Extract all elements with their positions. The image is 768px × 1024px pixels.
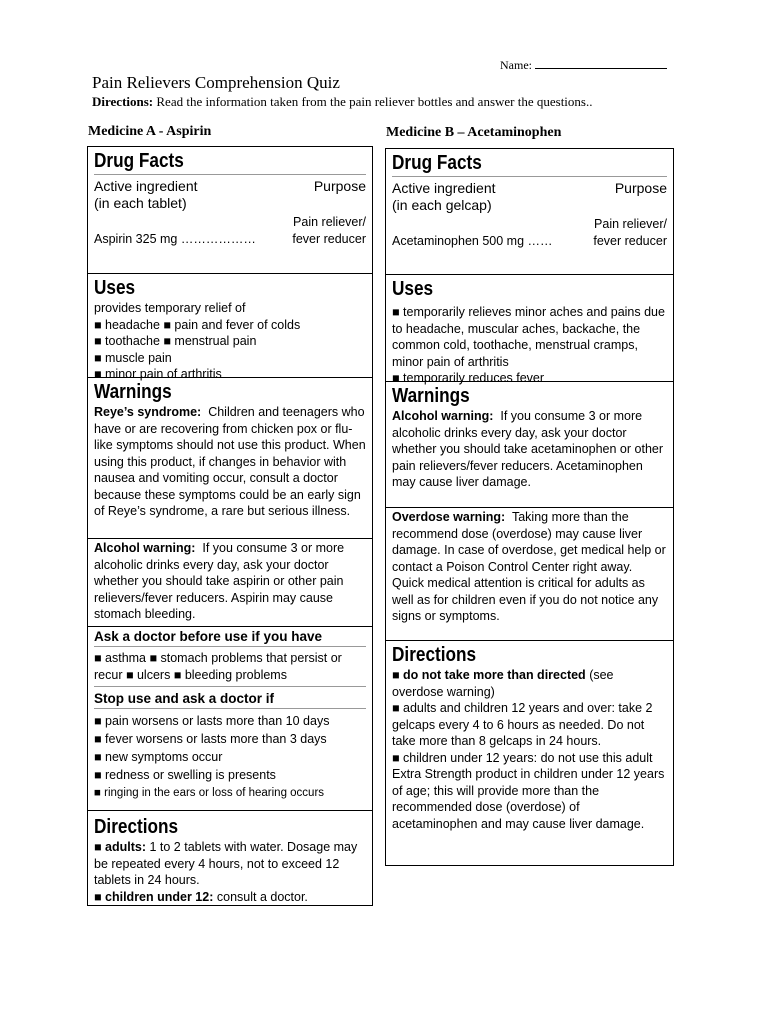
- medicine-b-drug-facts-panel: [385, 148, 674, 866]
- adults-label: ■ adults:: [94, 840, 146, 854]
- purpose-line2: fever reducer: [593, 233, 667, 248]
- reyes-warning: [94, 404, 366, 520]
- active-ingredient-label: Active ingredient: [392, 180, 496, 196]
- alcohol-text: If you consume 3 or more alcoholic drinks every day, ask your doctor whether you should take aspirin or other pain relievers/fever reducers. Aspirin may cause stomach bleeding.: [94, 541, 345, 621]
- directions-adults: [94, 839, 366, 889]
- drug-facts-title: Drug Facts: [94, 150, 184, 172]
- page-title: Pain Relievers Comprehension Quiz: [92, 73, 340, 92]
- reyes-label: Reye’s syndrome:: [94, 405, 202, 419]
- alcohol-label: Alcohol warning:: [94, 541, 196, 555]
- per-unit-label: (in each tablet): [94, 195, 187, 211]
- ingredient-row: [94, 231, 366, 248]
- overdose-label: Overdose warning:: [392, 510, 506, 524]
- purpose-label: Purpose: [614, 180, 667, 196]
- overdose-warning-section: [386, 507, 673, 640]
- uses-intro: provides temporary relief of: [94, 301, 246, 315]
- directions: [92, 94, 592, 110]
- ingredient-value: Aspirin 325 mg ………………: [94, 231, 256, 246]
- adults-text: 1 to 2 tablets with water. Dosage may be repeated every 4 hours, not to exceed 12 tablets in 24 hours.: [94, 840, 358, 887]
- directions-item: [392, 667, 667, 700]
- warnings-title: Warnings: [94, 381, 172, 403]
- drug-facts-title: Drug Facts: [392, 152, 482, 174]
- alcohol-warning: [94, 540, 366, 623]
- directions-title: Directions: [94, 816, 179, 838]
- alcohol-label: Alcohol warning:: [392, 409, 494, 423]
- warnings-title: Warnings: [392, 385, 470, 407]
- uses-section: [88, 273, 372, 381]
- directions-section: [386, 640, 673, 865]
- active-ingredient-row: [94, 178, 366, 195]
- overdose-text: Taking more than the recommend dose (overdose) may cause liver damage. In case of overdose, get medical help or contact a Poison Control Center right away. Quick medical attention is critical for adults as well as for children even if you do not notice any signs or symptoms.: [392, 510, 666, 623]
- purpose-line1: Pain reliever/: [594, 217, 667, 231]
- uses-item: ■ muscle pain: [94, 350, 172, 365]
- medicine-a-drug-facts-panel: [87, 146, 373, 906]
- drug-facts-section: [88, 147, 372, 273]
- purpose-label: Purpose: [313, 178, 366, 194]
- stop-use-item: ■ fever worsens or lasts more than 3 days: [94, 732, 327, 746]
- alcohol-warning: [392, 408, 667, 491]
- directions-label: Directions:: [92, 94, 154, 109]
- uses-item: ■ temporarily reduces fever: [392, 371, 545, 385]
- overdose-warning: [392, 509, 667, 625]
- children-text: consult a doctor.: [216, 889, 308, 904]
- stop-use-item: ■ new symptoms occur: [94, 750, 223, 764]
- stop-use-title: Stop use and ask a doctor if: [94, 691, 275, 706]
- per-unit-label: (in each gelcap): [392, 197, 492, 213]
- children-label: ■ children under 12:: [94, 889, 214, 904]
- active-ingredient-row: [392, 180, 667, 197]
- drug-facts-section: [386, 149, 673, 274]
- warnings-section: [88, 377, 372, 538]
- uses-title: Uses: [392, 278, 434, 300]
- stop-use-item: ■ redness or swelling is presents: [94, 768, 276, 782]
- uses-text: ■ temporarily relieves minor aches and pains due to headache, muscular aches, backache, the common cold, toothache, menstrual cramps, minor pain of arthritis: [392, 305, 665, 369]
- active-ingredient-label: Active ingredient: [94, 178, 198, 194]
- warnings-section: [386, 381, 673, 507]
- directions-text: Read the information taken from the pain reliever bottles and answer the questions..: [156, 94, 593, 109]
- ask-doctor-title: Ask a doctor before use if you have: [94, 629, 323, 644]
- stop-use-item: ■ pain worsens or lasts more than 10 days: [94, 714, 330, 728]
- dir1-text: (see overdose warning): [392, 668, 614, 699]
- ask-doctor-item: ■ asthma ■ stomach problems that persist or recur ■ ulcers ■ bleeding problems: [94, 651, 342, 682]
- name-label: Name:: [500, 58, 532, 72]
- directions-item: ■ children under 12 years: do not use this adult Extra Strength product in children under 12 years of age; this will provide more than the recommended dose (overdose) of acetaminophen and may cause liver damage.: [392, 750, 665, 831]
- name-blank: [535, 58, 667, 69]
- reyes-text: Children and teenagers who have or are recovering from chicken pox or flu-like symptoms should not use this product. When using this product, if changes in behavior with nausea and vomiting occur, consult a doctor because these symptoms could be an early sign of Reye’s syndrome, a rare but serious illness.: [94, 405, 366, 518]
- dir1-label: ■ do not take more than directed: [392, 668, 586, 682]
- alcohol-text: If you consume 3 or more alcoholic drinks every day, ask your doctor whether you should take acetaminophen or other pain relievers/fever reducers. Acetaminophen may cause liver damage.: [392, 409, 664, 489]
- uses-section: [386, 274, 673, 385]
- uses-item: ■ minor pain of arthritis: [94, 367, 222, 381]
- directions-section: [88, 810, 372, 905]
- uses-item: ■ headache ■ pain and fever of colds: [94, 317, 301, 332]
- alcohol-warning-section: [88, 538, 372, 626]
- medicine-b-heading: Medicine B – Acetaminophen: [386, 125, 562, 140]
- name-field: [500, 58, 667, 73]
- purpose-line2: fever reducer: [292, 231, 366, 246]
- medicine-a-heading: Medicine A - Aspirin: [88, 124, 212, 139]
- purpose-line1: Pain reliever/: [293, 215, 366, 229]
- directions-title: Directions: [392, 644, 477, 666]
- uses-item: ■ toothache ■ menstrual pain: [94, 334, 257, 348]
- directions-children: [94, 889, 366, 906]
- stop-use-item: ■ ringing in the ears or loss of hearing occurs: [94, 787, 325, 799]
- ingredient-row: [392, 233, 667, 250]
- ingredient-value: Acetaminophen 500 mg ……: [392, 233, 553, 248]
- directions-item: ■ adults and children 12 years and over: take 2 gelcaps every 4 to 6 hours as needed. Do not take more than 8 gelcaps in 24 hours.: [392, 701, 653, 748]
- uses-title: Uses: [94, 277, 136, 299]
- ask-doctor-section: [88, 626, 372, 810]
